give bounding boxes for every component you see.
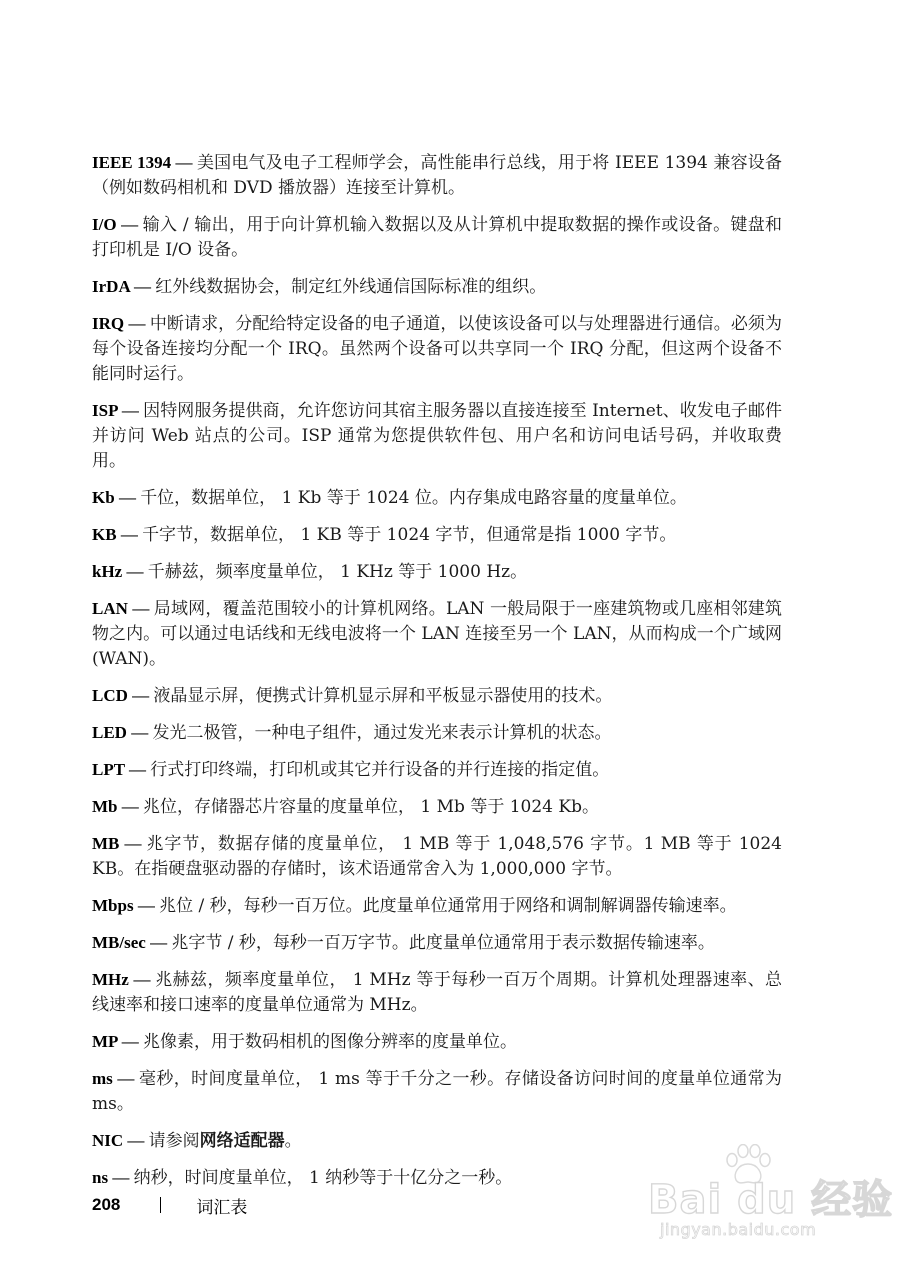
separator: — xyxy=(129,277,156,296)
cross-reference-network-adapter: 网络适配器 xyxy=(199,1131,285,1151)
glossary-entry-mbps xyxy=(92,893,782,919)
term: ns xyxy=(92,1168,109,1187)
baidu-jingyan-watermark xyxy=(636,1142,894,1242)
definition: 毫秒，时间度量单位， 1 ms 等于千分之一秒。存储设备访问时间的度量单位通常为 ms。 xyxy=(92,1069,783,1114)
definition: 兆字节 / 秒，每秒一百万字节。此度量单位通常用于表示数据传输速率。 xyxy=(171,933,715,953)
glossary-entry-mp xyxy=(92,1029,782,1055)
glossary-entry-irq xyxy=(92,311,782,387)
term: kHz xyxy=(92,562,123,581)
separator: — xyxy=(117,401,144,420)
term: Mbps xyxy=(92,896,134,915)
definition: 发光二极管，一种电子组件，通过发光来表示计算机的状态。 xyxy=(152,723,612,743)
definition: 千赫兹，频率度量单位， 1 KHz 等于 1000 Hz。 xyxy=(147,562,528,582)
term: MHz xyxy=(92,970,129,989)
glossary-entry-ieee-1394 xyxy=(92,150,782,201)
term: LPT xyxy=(92,760,125,779)
glossary-entry-mb-sec xyxy=(92,930,782,956)
glossary-entry-isp xyxy=(92,398,782,474)
page-number: 208 xyxy=(92,1195,121,1214)
definition: 兆像素，用于数码相机的图像分辨率的度量单位。 xyxy=(143,1032,517,1052)
term: Kb xyxy=(92,488,115,507)
glossary-entry-mb-megabit xyxy=(92,794,782,820)
glossary-entry-ms xyxy=(92,1066,782,1117)
glossary-entry-kb-kilobyte xyxy=(92,522,782,548)
definition: 兆位 / 秒，每秒一百万位。此度量单位通常用于网络和调制解调器传输速率。 xyxy=(159,896,737,916)
watermark-url: jingyan.baidu.com xyxy=(660,1220,817,1239)
definition: 兆字节，数据存储的度量单位， 1 MB 等于 1,048,576 字节。1 MB 等于 1024 KB。在指硬盘驱动器的存储时，该术语通常舍入为 1,000,000 字节。 xyxy=(92,834,782,879)
separator: — xyxy=(108,1168,134,1187)
glossary-entry-kb-kilobit xyxy=(92,485,782,511)
separator: — xyxy=(126,723,153,742)
glossary-entry-mb-megabyte xyxy=(92,831,782,882)
definition: 局域网，覆盖范围较小的计算机网络。LAN 一般局限于一座建筑物或几座相邻建筑物之内。可以通过电话线和无线电波将一个 LAN 连接至另一个 LAN，从而构成一个广域网 (WAN)。 xyxy=(92,599,782,669)
separator: — xyxy=(171,153,197,172)
glossary-entry-lan xyxy=(92,596,782,672)
term: NIC xyxy=(92,1131,124,1150)
definition-suffix: 。 xyxy=(284,1131,302,1151)
term: IRQ xyxy=(92,314,125,333)
separator: — xyxy=(114,488,141,507)
term: LAN xyxy=(92,599,128,618)
separator: — xyxy=(117,797,143,816)
section-name: 词汇表 xyxy=(196,1197,248,1218)
term: Mb xyxy=(92,797,118,816)
page-footer xyxy=(92,1192,247,1218)
glossary-entry-lcd xyxy=(92,683,782,709)
definition: 输入 / 输出，用于向计算机输入数据以及从计算机中提取数据的操作或设备。键盘和打印机是 I/O 设备。 xyxy=(92,215,782,260)
separator: — xyxy=(122,562,148,581)
separator: — xyxy=(128,970,156,989)
term: ms xyxy=(92,1069,113,1088)
term: LCD xyxy=(92,686,128,705)
term: LED xyxy=(92,723,127,742)
glossary-entry-io xyxy=(92,212,782,263)
term: ISP xyxy=(92,401,118,420)
term: I/O xyxy=(92,215,117,234)
term: KB xyxy=(92,525,117,544)
term: MB/sec xyxy=(92,933,146,952)
definition: 纳秒，时间度量单位， 1 纳秒等于十亿分之一秒。 xyxy=(133,1168,513,1188)
definition: 千位，数据单位， 1 Kb 等于 1024 位。内存集成电路容量的度量单位。 xyxy=(140,488,687,508)
term: MP xyxy=(92,1032,118,1051)
separator: — xyxy=(127,686,154,705)
definition: 兆位，存储器芯片容量的度量单位， 1 Mb 等于 1024 Kb。 xyxy=(143,797,599,817)
separator: — xyxy=(133,896,160,915)
term: IEEE 1394 xyxy=(92,153,172,172)
separator: — xyxy=(123,1131,149,1150)
definition-prefix: 请参阅 xyxy=(148,1131,200,1151)
definition: 兆赫兹，频率度量单位， 1 MHz 等于每秒一百万个周期。计算机处理器速率、总线速率和接口速率的度量单位通常为 MHz。 xyxy=(92,970,782,1015)
definition: 红外线数据协会，制定红外线通信国际标准的组织。 xyxy=(155,277,547,297)
term: MB xyxy=(92,834,120,853)
separator: — xyxy=(117,1032,143,1051)
footer-divider xyxy=(160,1197,161,1213)
glossary-entry-led xyxy=(92,720,782,746)
definition: 因特网服务提供商，允许您访问其宿主服务器以直接连接至 Internet、收发电子邮件并访问 Web 站点的公司。ISP 通常为您提供软件包、用户名和访问电话号码，并收取费用。 xyxy=(92,401,783,471)
separator: — xyxy=(124,314,150,333)
definition: 行式打印终端，打印机或其它并行设备的并行连接的指定值。 xyxy=(150,760,610,780)
separator: — xyxy=(116,215,143,234)
watermark-logo-text: Bai du 经验 xyxy=(648,1177,894,1223)
definition: 液晶显示屏，便携式计算机显示屏和平板显示器使用的技术。 xyxy=(153,686,613,706)
term: IrDA xyxy=(92,277,130,296)
glossary-entry-irda xyxy=(92,274,782,300)
separator: — xyxy=(112,1069,140,1088)
separator: — xyxy=(119,834,147,853)
definition: 美国电气及电子工程师学会，高性能串行总线，用于将 IEEE 1394 兼容设备 （例如数码相机和 DVD 播放器）连接至计算机。 xyxy=(92,153,782,198)
glossary-entry-lpt xyxy=(92,757,782,783)
glossary-entry-khz xyxy=(92,559,782,585)
separator: — xyxy=(127,599,154,618)
glossary-entries xyxy=(92,150,782,1202)
separator: — xyxy=(145,933,172,952)
separator: — xyxy=(124,760,151,779)
glossary-entry-mhz xyxy=(92,967,782,1018)
separator: — xyxy=(116,525,143,544)
definition: 千字节，数据单位， 1 KB 等于 1024 字节，但通常是指 1000 字节。 xyxy=(142,525,677,545)
definition: 中断请求，分配给特定设备的电子通道，以使该设备可以与处理器进行通信。必须为每个设备连接均分配一个 IRQ。虽然两个设备可以共享同一个 IRQ 分配，但这两个设备不能同时运行。 xyxy=(92,314,783,384)
